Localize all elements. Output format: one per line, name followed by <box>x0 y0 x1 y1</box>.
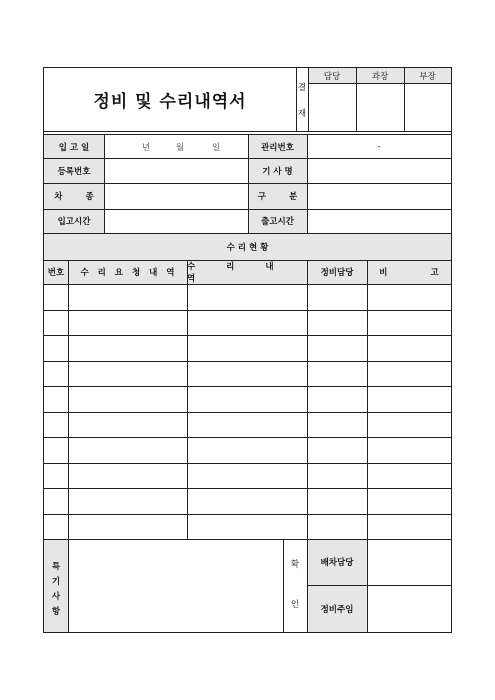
outer-top-line <box>44 67 452 68</box>
table-col-line-4 <box>367 260 368 539</box>
table-row-line <box>44 463 452 464</box>
table-row-line <box>44 284 452 285</box>
confirm-label-bottom: 인 <box>290 600 300 610</box>
approval-col-dept-head: 부장 <box>419 71 436 82</box>
approval-col-section-chief: 과장 <box>371 71 389 82</box>
entry-date-year: 년 <box>141 142 151 153</box>
footer-col-line-1 <box>68 539 69 632</box>
notes-label-text: 특기사항 <box>51 562 61 617</box>
entry-date-day: 일 <box>211 142 221 153</box>
approval-left-line <box>296 67 297 131</box>
table-row-line <box>44 514 452 515</box>
table-row-line <box>44 361 452 362</box>
entry-date-month: 월 <box>175 142 185 153</box>
footer-mid-line <box>307 585 452 586</box>
info-bottom-line <box>44 233 452 234</box>
header-request: 수 리 요 청 내 역 <box>80 268 175 278</box>
header-number: 번호 <box>47 268 65 278</box>
footer-col-line-2 <box>283 539 284 632</box>
confirm-label-top: 확 <box>290 560 300 570</box>
table-row-line <box>44 310 452 311</box>
page-title: 정비 및 수리내역서 <box>93 92 247 112</box>
footer-col-line-3 <box>307 539 308 632</box>
entry-time-label: 입고시간 <box>44 209 104 233</box>
info-col-line-1 <box>104 134 105 233</box>
car-type-label: 차 종 <box>44 183 104 209</box>
outer-bottom-line <box>44 632 452 633</box>
header-repair: 수 리 내 역 <box>187 262 274 284</box>
approval-label-line <box>308 67 309 131</box>
table-row-line <box>44 488 452 489</box>
approval-label-top: 결 <box>297 83 307 93</box>
table-col-line-3 <box>307 260 308 539</box>
notes-label <box>44 560 68 620</box>
approval-label-bottom: 재 <box>297 109 307 119</box>
driver-label: 기 사 명 <box>248 158 307 183</box>
approval-col-line-2 <box>404 67 405 131</box>
approval-header-line <box>308 83 452 84</box>
table-row-line <box>44 412 452 413</box>
table-bottom-line <box>44 539 452 540</box>
header-remarks: 비 고 <box>379 268 439 278</box>
table-col-line-2 <box>187 260 188 539</box>
category-label: 구 분 <box>248 183 307 209</box>
section-title-line <box>44 260 452 261</box>
table-col-line-1 <box>68 260 69 539</box>
reg-no-label: 등록번호 <box>44 158 104 183</box>
table-row-line <box>44 335 452 336</box>
outer-right-line <box>451 67 452 633</box>
approval-col-line-1 <box>356 67 357 131</box>
table-row-line <box>44 386 452 387</box>
table-row-line <box>44 437 452 438</box>
mgmt-no-value: - <box>377 141 381 152</box>
title-bottom-line <box>44 131 452 132</box>
header-mechanic: 정비담당 <box>320 268 354 278</box>
footer-col-line-4 <box>367 539 368 632</box>
outer-left-line <box>43 67 44 633</box>
entry-date-label: 입 고 일 <box>44 135 104 158</box>
info-col-line-2 <box>248 134 249 233</box>
info-col-line-3 <box>307 134 308 233</box>
approval-col-manager: 담당 <box>323 71 341 82</box>
dispatch-label: 배차담당 <box>307 539 367 585</box>
mgmt-no-label: 관리번호 <box>248 135 307 158</box>
chief-label: 정비주임 <box>307 585 367 632</box>
repair-section-title: 수 리 현 황 <box>44 233 451 260</box>
exit-time-label: 출고시간 <box>248 209 307 233</box>
